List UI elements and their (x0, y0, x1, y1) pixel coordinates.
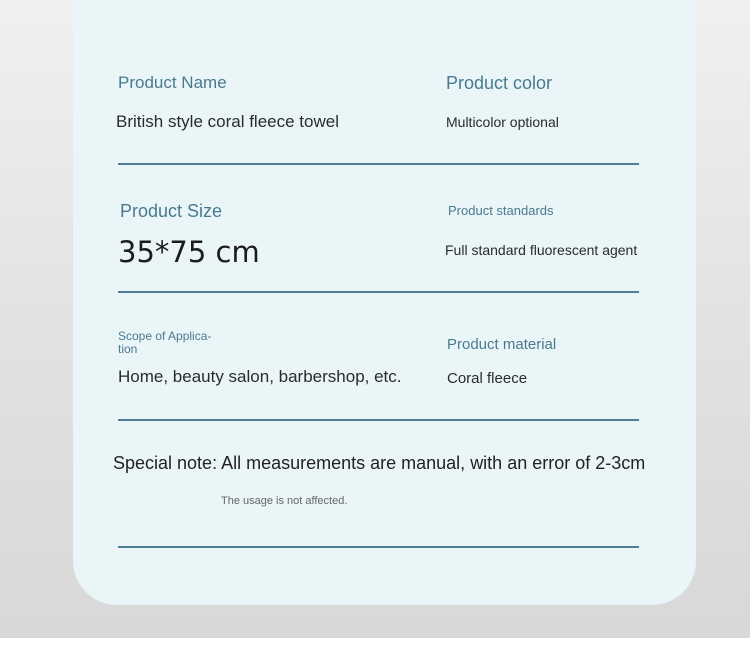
product-size-label: Product Size (120, 201, 223, 221)
product-name-value: British style coral fleece towel (116, 112, 339, 131)
special-note-sub: The usage is not affected. (221, 495, 348, 507)
divider-1 (118, 163, 639, 165)
product-color-label: Product color (446, 73, 553, 93)
divider-2 (118, 291, 639, 293)
divider-4 (118, 546, 639, 548)
scope-label-line1: Scope of Applica- (118, 329, 212, 343)
product-name-label: Product Name (118, 73, 227, 92)
divider-3 (118, 419, 639, 421)
product-standards-value: Full standard fluorescent agent (445, 242, 638, 258)
product-material-value: Coral fleece (447, 370, 528, 387)
scope-label-line2: tion (118, 342, 138, 356)
scope-value: Home, beauty salon, barbershop, etc. (118, 367, 402, 386)
special-note: Special note: All measurements are manual, with an error of 2-3cm (113, 453, 646, 473)
product-color-value: Multicolor optional (446, 114, 559, 130)
product-size-value: 35*75 cm (118, 235, 260, 269)
product-material-label: Product material (447, 336, 557, 353)
product-standards-label: Product standards (448, 203, 554, 218)
